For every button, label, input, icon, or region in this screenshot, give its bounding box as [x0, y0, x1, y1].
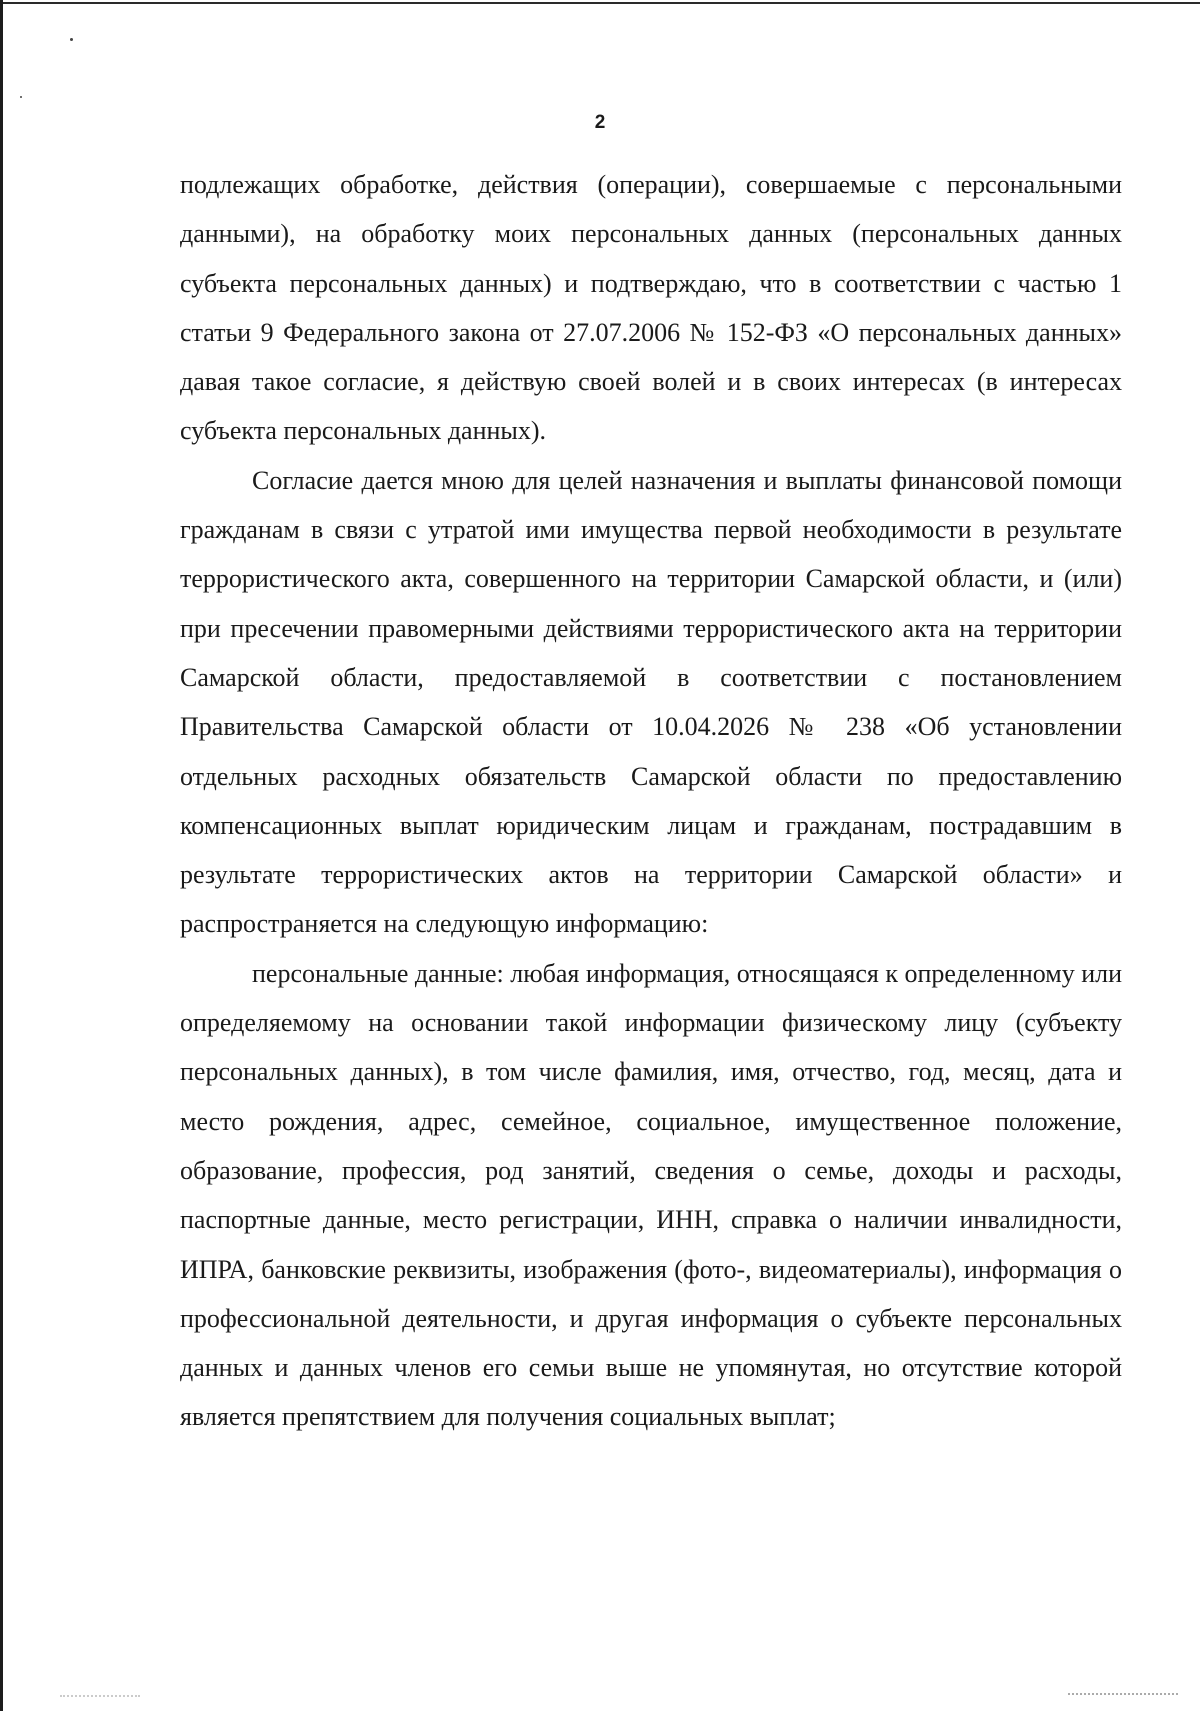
scan-edge-top	[0, 2, 1200, 4]
paragraph-definition: персональные данные: любая информация, относящаяся к определенному или определяемому на основании такой информации физическому лицу (субъекту персональных данных), в том числе фамилия, имя, отчество, год, месяц, дата и место рождения, адрес, семейное, социальное, имущественное положение, образование, профессия, род занятий, сведения о семье, доходы и расходы, паспортные данные, место регистрации, ИНН, справка о наличии инвалидности, ИПРА, банковские реквизиты, изображения (фото-, видеоматериалы), информация о профессиональной деятельности, и другая информация о субъекте персональных данных и данных членов его семьи выше не упомянутая, но отсутствие которой является препятствием для получения социальных выплат;	[180, 958, 1122, 1432]
paragraph-purpose: Согласие дается мною для целей назначения и выплаты финансовой помощи гражданам в связи с утратой ими имущества первой необходимости в результате террористического акта, совершенного на территории Самарской области, и (или) при пресечении правомерными действиями террористического акта на территории Самарской области, предоставляемой в соответствии с постановлением Правительства Самарской области от 10.04.2026 № 238 «Об установлении отдельных расходных обязательств Самарской области по предоставлению компенсационных выплат юридическим лицам и гражданам, пострадавшим в результате террористических актов на территории Самарской области» и распространяется на следующую информацию:	[180, 465, 1122, 939]
scan-corner-mark-left	[60, 1689, 140, 1697]
paragraph-continuation: подлежащих обработке, действия (операции), совершаемые с персональными данными), на обработку моих персональных данных (персональных данных субъекта персональных данных) и подтверждаю, что в соответствии с частью 1 статьи 9 Федерального закона от 27.07.2006 № 152-ФЗ «О персональных данных» давая такое согласие, я действую своей волей и в своих интересах (в интересах субъекта персональных данных).	[180, 170, 1122, 446]
page-number	[0, 112, 1200, 134]
scan-speck	[70, 38, 73, 41]
document-body	[180, 160, 1122, 1442]
page-number-text: 2	[594, 112, 606, 133]
scan-edge-left	[0, 0, 3, 1711]
scan-corner-mark	[1068, 1685, 1178, 1695]
scan-speck	[20, 96, 22, 98]
